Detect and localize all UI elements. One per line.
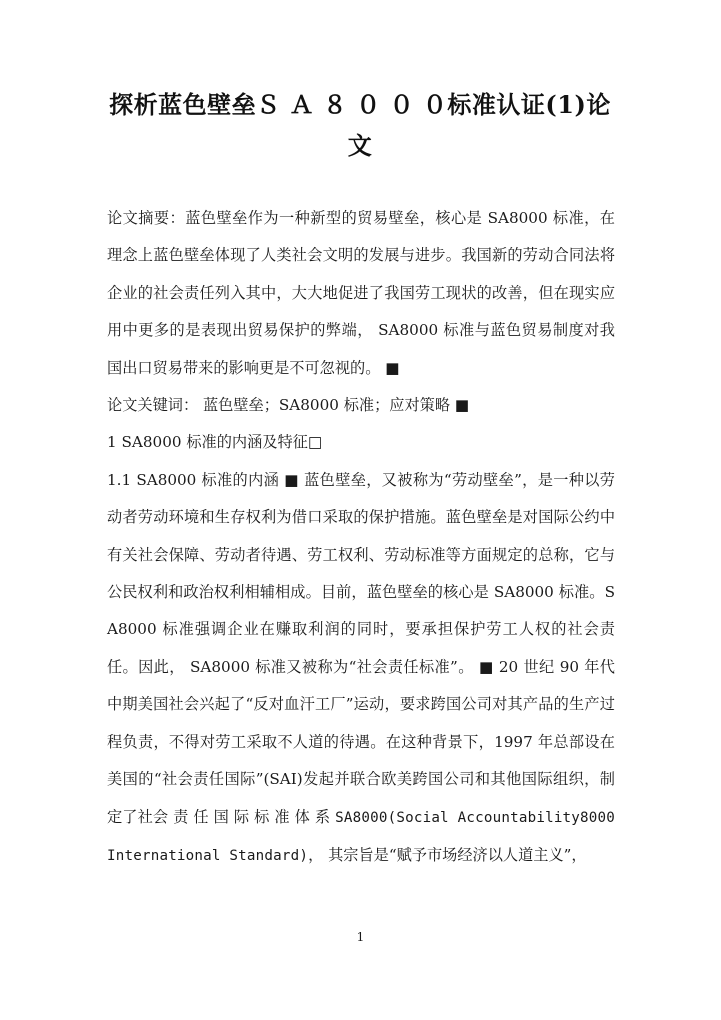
section-1-heading: 1 SA8000 标准的内涵及特征□	[107, 433, 323, 452]
abstract-paragraph: 论文摘要：蓝色壁垒作为一种新型的贸易壁垒，核心是 SA8000 标准，在理念上蓝色壁垒体现了人类社会文明的发展与进步。我国新的劳动合同法将企业的社会责任列入其中，大大地促进了我国劳工现状的改善，但在现实应用中更多的是表现出贸易保护的弊端， SA8000 标准与蓝色贸易制度对我国出口贸易带来的影响更是不可忽视的。 ■	[107, 209, 615, 377]
sa8000-english-name: SA8000(Social Accountability8000 International Standard)	[107, 809, 616, 864]
keywords-paragraph: 论文关键词： 蓝色壁垒；SA8000 标准；应对策略 ■	[107, 396, 470, 415]
section-1-1-text-lead: 1.1 SA8000 标准的内涵 ■ 蓝色壁垒，又被称为“劳动壁垒”，是一种以劳动者劳动环境和生存权利为借口采取的保护措施。蓝色壁垒是对国际公约中有关社会保障、劳动者待遇、劳工权利、劳动标准等方面规定的总称，它与公民权利和政治权利相辅相成。目前，蓝色壁垒的核心是 SA8000 标准。SA8000 标准强调企业在赚取利润的同时，要承担保护劳工人权的社会责任。因此， SA8000 标准又被称为“社会责任标准”。 ■ 20 世纪 90 年代中期美国社会兴起了“反对血汗工厂”运动，要求跨国公司对其产品的生产过程负责，不得对劳工采取不人道的待遇。在这种背景下，1997 年总部设在美国的“社会责任国际”(SAI)发起并联合欧美跨国公司和其他国际组织，制定了社会 责 任 国 际 标 准 体 系	[107, 470, 615, 826]
document-body	[107, 200, 615, 875]
section-1-1-paragraph	[107, 462, 615, 875]
page-title: 探析蓝色壁垒Ｓ Ａ ８ ０ ０ ０标准认证(1)论文	[109, 90, 611, 160]
page-number: 1	[356, 930, 365, 944]
section-1-1-text-tail: ， 其宗旨是“赋予市场经济以人道主义”，	[308, 845, 587, 864]
